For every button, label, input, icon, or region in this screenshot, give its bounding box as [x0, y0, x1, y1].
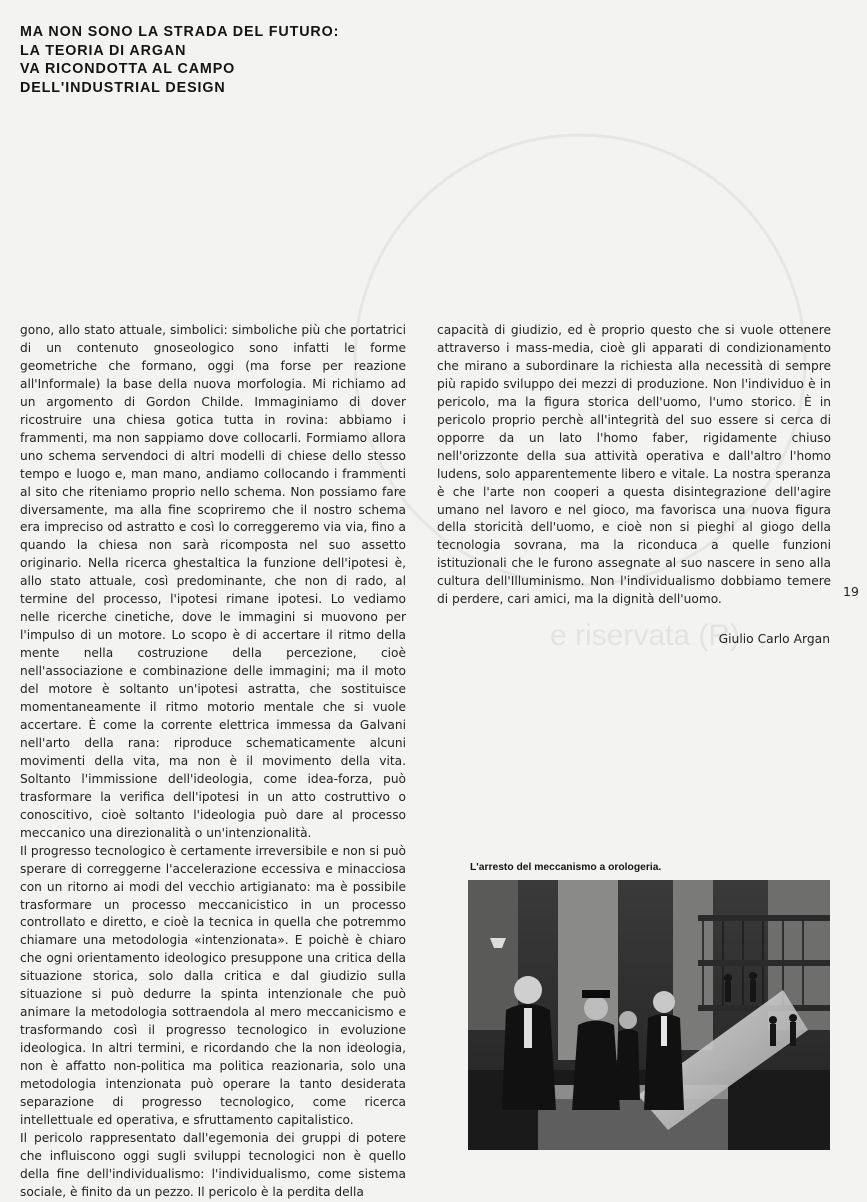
- headline-line: VA RICONDOTTA AL CAMPO: [20, 61, 236, 77]
- body-paragraph: Il progresso tecnologico è certamente irreversibile e non si può sperare di correggerne l'accelerazione eccessiva e minacciosa con un ritorno ai modi del vecchio artigianato: ma è possibile trasformare un processo meccanicistico in un processo controllato e diretto, e cioè la tecnica in quella che potremmo chiamare una metodologia «intenzionata». E poichè è chiaro che ogni orientamento ideologico presuppone una critica della situazione storica, solo dalla critica e dal giudizio sulla situazione si può dedurre la spinta intenzionale che può animare la metodologia sottraendola al mero meccanicismo e trasformando così il progresso tecnologico in evoluzione ideologica. In altri termini, e ricordando che la non ideologia, non è affatto non-politica ma politica reazionaria, solo una metodologia intenzionata può operare la tanto desiderata separazione di progresso tecnologico, come ricerca intellettuale ed operativa, e sfruttamento capitalistico.: [20, 843, 406, 1127]
- body-paragraph: gono, allo stato attuale, simbolici: simboliche più che portatrici di un contenuto gnoseologico sono infatti le forme geometriche che formano, oggi (ma forse per reazione all'Informale) la base della nuova morfologia. Mi richiamo ad un argomento di Gordon Childe. Immaginiamo di dover ricostruire una chiesa gotica tutta in rovina: abbiamo i frammenti, ma non sappiamo dove collocarli. Formiamo allora uno schema servendoci di altri modelli di chiese dello stesso tempo e luogo e, man mano, andiamo collocando i frammenti al sito che riteniamo proprio nello schema. Non possiamo fare diversamente, ma alla fine scopriremo che il nostro schema era impreciso od astratto e così lo correggeremo via via, fino a quando la chiesa non sarà ricomposta nel suo assetto originario. Nella ricerca ghestaltica la funzione dell'ipotesi è, allo stato attuale, così predominante, che non di rado, al termine del processo, l'ipotesi rimane ipotesi. Lo vediamo nelle ricerche cinetiche, dove le immagini si muovono per l'impulso di un motore. Lo scopo è di accertare il ritmo della mente nella costruzione della percezione, cioè nell'associazione e combinazione delle immagini; ma il moto del motore è soltanto un'ipotesi astratta, che sostituisce momentaneamente il ritmo motorio mentale che si vuole accertare. È come la corrente elettrica immessa da Galvani nell'arto della rana: riproduce schematicamente alcuni movimenti della vita, ma non è il movimento della vita. Soltanto l'immissione dell'ideologia, come idea-forza, può trasformare la verifica dell'ipotesi in un atto costruttivo o conoscitivo, cioè soltanto l'ideologia può dare al processo meccanico una direzionalità o un'intenzionalità.: [20, 323, 406, 840]
- headline-line: DELL'INDUSTRIAL DESIGN: [20, 79, 226, 96]
- body-column-right: [437, 322, 831, 609]
- body-column-left: [20, 322, 406, 1202]
- headline-line: MA NON SONO LA STRADA DEL FUTURO:: [20, 24, 340, 40]
- page-number: 19: [843, 584, 859, 599]
- body-paragraph: capacità di giudizio, ed è proprio questo che si vuole ottenere attraverso i mass-media, cioè gli apparati di condizionamento che mirano a subordinare la richiesta alla necessità di sempre più rapido sviluppo dei mezzi di produzione. Non l'individuo è in pericolo, ma la figura storica dell'uomo, l'umo storico. È in pericolo proprio perchè all'integrità del suo essere si cerca di opporre da un lato l'homo faber, rigidamente chiuso nell'orizzonte della sua attività operativa e dall'altro l'homo ludens, solo apparentemente libero e vitale. La nostra speranza è che l'arte non cooperi a questa disintegrazione dell'agire umano nel lavoro e nel gioco, ma favorisca una nuova figura della storicità dell'uomo, e cioè non si pieghi al giogo della tecnologia sovrana, ma la riconduca a quelle funzioni istituzionali che le furono assegnate al suo nascere in seno alla cultura dell'Illuminismo. Non l'individualismo dobbiamo temere di perdere, cari amici, ma la dignità dell'uomo.: [437, 323, 831, 607]
- watermark-text: e riservata (R): [550, 619, 741, 652]
- film-still-photo: [468, 880, 830, 1150]
- article-headline: [20, 23, 440, 97]
- author-signature: Giulio Carlo Argan: [718, 632, 830, 646]
- photo-illustration: [468, 880, 830, 1150]
- headline-line: LA TEORIA DI ARGAN: [20, 42, 187, 59]
- body-paragraph: Il pericolo rappresentato dall'egemonia dei gruppi di potere che influiscono oggi sugli sviluppi tecnologici non è quello della fine dell'individualismo: l'individualismo, come sistema sociale, è finito da un pezzo. Il pericolo è la perdita della: [20, 1130, 406, 1199]
- figure-caption: L'arresto del meccanismo a orologeria.: [470, 862, 662, 873]
